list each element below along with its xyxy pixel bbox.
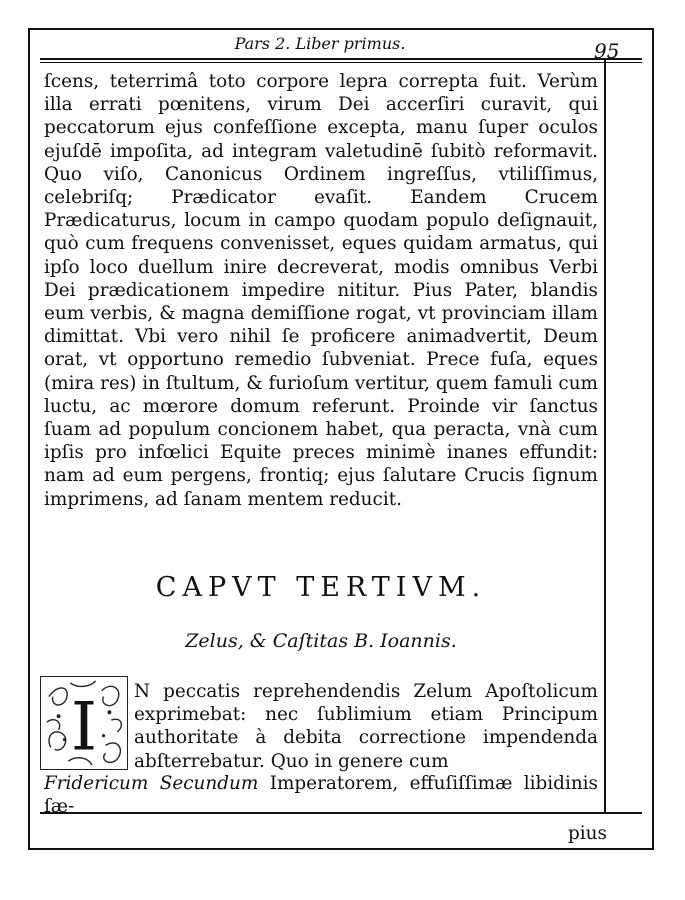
initial-letter: I [70, 687, 98, 766]
paragraph-2-text: N peccatis reprehendendis Zelum Apoſtolicum exprimebat: nec ſublimium etiam Principum authoritate à debita correctione impendenda abſterrebatur. Quo in genere cum [134, 681, 598, 772]
paragraph-2-end: Imperatorem, effuſiſſimæ libidinis ſæ- [44, 773, 598, 818]
chapter-heading: CAPVT TERTIVM. [155, 572, 487, 603]
paragraph-1: ſcens, teterrimâ toto corpore lepra correpta fuit. Verùm illa errati pœnitens, virum Dei accerſiri curavit, qui peccatorum ejus confeſſione excepta, manu ſuper oculos ejuſdē impoſita, ad integram valetudinē ſubitò reformavit. Quo viſo, Canonicus Ordinem ingreſſus, vtiliſſimus, celebriſq; Prædicator evaſit. Eandem Crucem Prædicaturus, locum in campo quodam populo deſignauit, quò cum frequens convenisset, eques quidam armatus, qui ipſo loco duellum inire decreverat, modis omnibus Verbi Dei prædicationem impedire nititur. Pius Pater, blandis eum verbis, & magna demiſſione rogat, vt provinciam illam dimittat. Vbi vero nihil ſe proficere animadvertit, Deum orat, vt opportuno remedio ſubveniat. Prece fuſa, eques (mira res) in ſtultum, & furioſum vertitur, quem famuli cum luctu, ac mœrore domum referunt. Proinde vir ſanctus ſuam ad populum concionem habet, qua peracta, vnà cum ipſis pro infœlici Equite preces minimè inanes effundit: nam ad eum pergens, frontiq; ejus ſalutare Crucis ſignum imprimens, ad ſanam mentem reducit. [44, 71, 598, 510]
decorated-initial-ornament-icon [41, 677, 127, 769]
paragraph-2-last-line [44, 772, 598, 818]
decorated-initial [40, 676, 128, 770]
page-number: 95 [594, 39, 620, 63]
right-column-rule [604, 60, 606, 812]
top-rule-lower [40, 62, 642, 63]
paragraph-2 [134, 680, 598, 773]
running-head: Pars 2. Liber primus. [234, 34, 406, 53]
emperor-name: Fridericum Secundum [44, 773, 259, 794]
top-rule [40, 58, 642, 60]
catchword: pius [568, 823, 607, 844]
chapter-subheading: Zelus, & Caſtitas B. Ioannis. [185, 630, 457, 652]
